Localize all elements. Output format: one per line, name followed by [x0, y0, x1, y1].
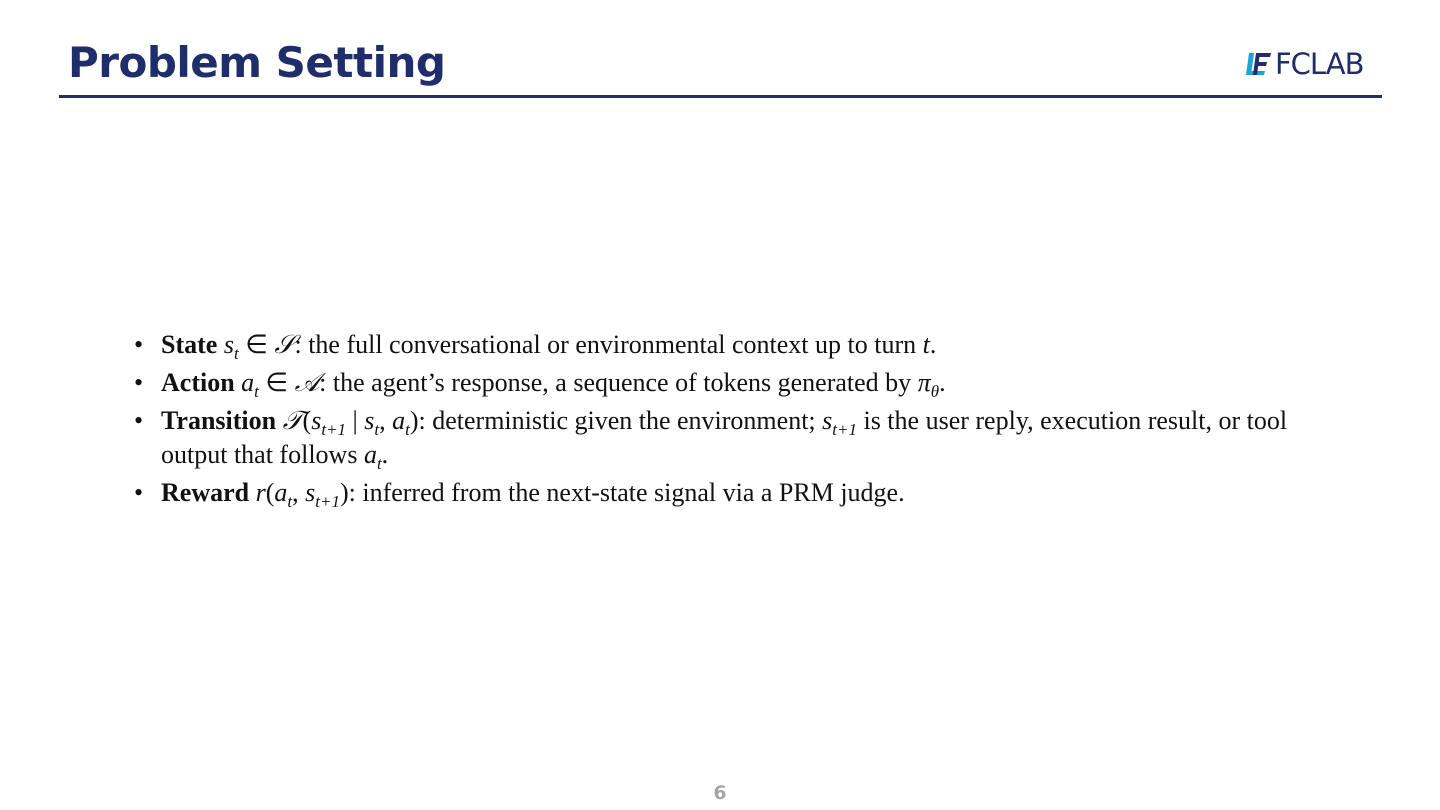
- reward-description: : inferred from the next-state signal via a PRM judge.: [348, 478, 905, 507]
- action-ref-var: $a_t$: [363, 440, 382, 474]
- next-state-var: $s_{t+1}$: [822, 406, 857, 440]
- bullet-transition: [132, 404, 1332, 472]
- policy-var: $\pi_\theta$: [917, 368, 940, 402]
- page-number: 6: [713, 782, 727, 804]
- bullet-list: [132, 328, 1332, 514]
- element-of: ∈: [265, 368, 289, 397]
- bullet-dot: •: [134, 406, 144, 435]
- term-state: State: [161, 330, 218, 359]
- action-set: 𝒜: [294, 368, 320, 397]
- bullet-state: [132, 328, 1332, 362]
- term-action: Action: [161, 368, 235, 397]
- bullet-dot: •: [134, 330, 144, 359]
- term-reward: Reward: [161, 478, 250, 507]
- transition-description-1: : deterministic given the environment;: [418, 406, 823, 435]
- transition-formula: $𝒯(s_{t+1}$ | $s_t$, $a_t$): [282, 406, 419, 440]
- action-period: .: [939, 368, 946, 397]
- state-var: $s_t$: [223, 330, 239, 364]
- bullet-dot: •: [134, 368, 144, 397]
- reward-formula: $r(a_t$, $s_{t+1}$): [255, 478, 349, 512]
- term-transition: Transition: [161, 406, 277, 435]
- bullet-reward: [132, 476, 1332, 510]
- turn-var: t: [922, 330, 930, 359]
- logo-text: FCLAB: [1275, 47, 1364, 81]
- action-description: : the agent’s response, a sequence of tokens generated by: [319, 368, 918, 397]
- fclab-logo: [1245, 49, 1381, 79]
- title-divider: [59, 95, 1382, 98]
- bullet-action: [132, 366, 1332, 400]
- action-var: $a_t$: [241, 368, 259, 402]
- transition-description-2: is the user reply, execution result, or tool output that follows: [161, 406, 1288, 469]
- lf-logo-mark-icon: [1245, 51, 1271, 77]
- slide-title: Problem Setting: [68, 38, 446, 87]
- element-of: ∈: [245, 330, 268, 359]
- state-period: .: [929, 330, 937, 359]
- transition-period: .: [381, 440, 389, 469]
- state-set: 𝒮: [274, 330, 295, 359]
- bullet-dot: •: [134, 478, 144, 507]
- state-description: : the full conversational or environmental context up to turn: [294, 330, 923, 359]
